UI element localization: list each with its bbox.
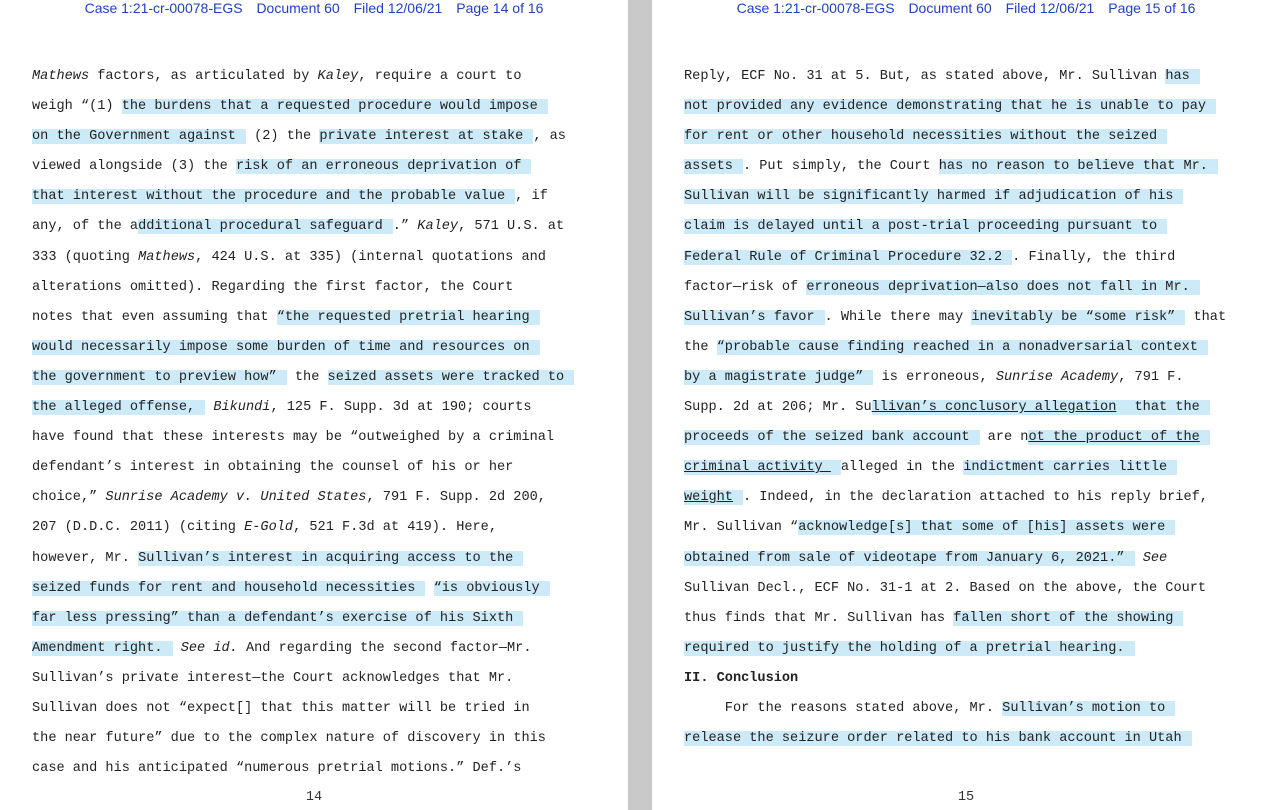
document-number: Document 60 — [256, 0, 340, 16]
section-heading: II. Conclusion — [684, 670, 799, 686]
highlighted-text: dditional procedural safeguard — [138, 219, 393, 234]
text-line — [684, 664, 1274, 694]
text-line — [684, 152, 1274, 182]
highlighted-text: Sullivan’s interest in acquiring access to the — [138, 551, 523, 566]
text-segment: For the reasons stated above, Mr. — [684, 700, 1003, 716]
text-segment: have found that these interests may be “outweighed by a criminal — [32, 430, 555, 446]
highlighted-text: that the — [1126, 400, 1209, 415]
text-line — [32, 152, 622, 182]
text-line — [684, 393, 1274, 423]
text-segment: See — [1142, 550, 1168, 566]
text-line — [32, 724, 622, 754]
text-segment: Mathews — [32, 69, 90, 84]
text-segment: See id. — [180, 640, 238, 656]
text-line — [32, 273, 622, 303]
text-segment: notes that even assuming that — [32, 309, 277, 325]
text-line — [684, 423, 1274, 453]
highlighted-text: ot the product of the — [1028, 430, 1209, 445]
text-line — [32, 664, 622, 694]
text-line — [32, 182, 622, 212]
text-segment: , 571 U.S. at — [458, 219, 565, 235]
text-segment: alterations omitted). Regarding the first factor, the Court — [32, 279, 514, 295]
text-segment: 333 (quoting — [32, 249, 139, 265]
case-number: Case 1:21-cr-00078-EGS — [736, 0, 895, 16]
text-segment: Kaley — [417, 219, 459, 235]
text-line — [684, 483, 1274, 513]
highlighted-text: Sullivan’s favor — [684, 310, 825, 325]
text-segment: are n — [979, 430, 1029, 446]
text-line — [32, 604, 622, 634]
text-segment: . Finally, the third — [1012, 249, 1176, 265]
text-line — [32, 634, 622, 664]
highlighted-text: that interest without the procedure and the probable value — [32, 189, 515, 204]
text-line — [684, 363, 1274, 393]
highlighted-text: obtained from sale of videotape from January 6, 2021.” — [684, 551, 1135, 566]
highlighted-text: private interest at stake — [319, 129, 533, 144]
text-line — [684, 182, 1274, 212]
page-body-text — [32, 62, 622, 784]
text-segment: choice,” — [32, 490, 106, 506]
text-line — [32, 363, 622, 393]
page-indicator: Page 14 of 16 — [456, 0, 544, 16]
text-segment: , 521 F.3d at 419). Here, — [293, 520, 498, 536]
text-segment: thus finds that Mr. Sullivan has — [684, 610, 954, 626]
highlighted-text: proceeds of the seized bank account — [684, 430, 980, 445]
text-line — [684, 513, 1274, 543]
highlighted-text: by a magistrate judge” — [684, 370, 873, 385]
text-line — [32, 122, 622, 152]
text-line — [32, 453, 622, 483]
text-segment: Reply, ECF No. 31 at 5. But, as stated above, Mr. Sullivan — [684, 69, 1166, 84]
text-segment: Sunrise Academy — [995, 369, 1119, 385]
text-line — [684, 273, 1274, 303]
page-number: 14 — [305, 790, 323, 805]
text-segment: , 424 U.S. at 335) (internal quotations and — [195, 249, 546, 265]
text-line — [32, 574, 622, 604]
text-segment: the — [684, 339, 717, 355]
highlighted-text: acknowledge[s] that some of [his] assets were — [798, 520, 1175, 535]
text-segment: viewed alongside (3) the — [32, 159, 236, 175]
text-line — [684, 243, 1274, 273]
text-line — [32, 333, 622, 363]
highlighted-text: criminal activity — [684, 460, 841, 475]
text-line — [32, 92, 622, 122]
highlighted-text: seized assets were tracked to — [328, 370, 575, 385]
text-line — [684, 62, 1274, 92]
text-line — [32, 243, 622, 273]
text-segment: , as — [533, 129, 566, 145]
document-number: Document 60 — [908, 0, 992, 16]
text-segment: , 791 F. Supp. 2d 200, — [366, 490, 546, 506]
highlighted-text: indictment carries little — [963, 460, 1177, 475]
highlighted-text: far less pressing” than a defendant’s exercise of his Sixth — [32, 611, 523, 626]
highlighted-text: has — [1165, 69, 1199, 84]
text-line — [684, 574, 1274, 604]
page-header — [652, 0, 1280, 18]
text-line — [32, 513, 622, 543]
text-segment: , 791 F. — [1118, 369, 1184, 385]
text-line — [32, 303, 622, 333]
text-line — [684, 122, 1274, 152]
text-segment: (2) the — [245, 129, 320, 145]
text-segment: Kaley — [317, 69, 359, 84]
text-segment: weigh “(1) — [32, 99, 122, 115]
text-segment: E-Gold — [244, 520, 294, 536]
highlighted-text: “probable cause finding reached in a nonadversarial context — [717, 340, 1208, 355]
highlighted-text: Sullivan’s motion to — [1002, 701, 1175, 716]
highlighted-text: release the seizure order related to his bank account in Utah — [684, 731, 1192, 746]
filed-date: Filed 12/06/21 — [1005, 0, 1095, 16]
text-line — [32, 393, 622, 423]
case-number: Case 1:21-cr-00078-EGS — [84, 0, 243, 16]
highlighted-text: required to justify the holding of a pretrial hearing. — [684, 641, 1135, 656]
text-segment — [1135, 551, 1143, 566]
text-segment: that — [1185, 309, 1227, 325]
highlighted-text: not provided any evidence demonstrating that he is unable to pay — [684, 99, 1216, 114]
text-segment: is erroneous, — [873, 369, 996, 385]
text-line — [32, 212, 622, 242]
text-line — [684, 303, 1274, 333]
highlighted-text: Sullivan will be significantly harmed if adjudication of his — [684, 189, 1183, 204]
text-segment: defendant’s interest in obtaining the counsel of his or her — [32, 460, 514, 476]
text-segment: . While there may — [824, 309, 972, 325]
text-segment: , if — [515, 189, 548, 205]
text-segment — [425, 581, 433, 596]
text-segment: Sunrise Academy v. United States — [105, 490, 367, 506]
text-line — [32, 483, 622, 513]
highlighted-text: would necessarily impose some burden of time and resources on — [32, 340, 540, 355]
text-line — [32, 62, 622, 92]
text-segment: alleged in the — [840, 460, 964, 476]
page-body-text — [684, 62, 1274, 754]
highlighted-text: for rent or other household necessities without the seized — [684, 129, 1167, 144]
document-page-14 — [0, 0, 628, 810]
text-segment: , require a court to — [358, 69, 522, 84]
text-segment: , 125 F. Supp. 3d at 190; courts — [270, 400, 532, 416]
highlighted-text: the government to preview how” — [32, 370, 287, 385]
text-line — [684, 604, 1274, 634]
highlighted-text: weight — [684, 490, 743, 505]
text-line — [684, 453, 1274, 483]
document-page-15 — [652, 0, 1280, 810]
page-header — [0, 0, 628, 18]
text-segment: Sullivan Decl., ECF No. 31-1 at 2. Based on the above, the Court — [684, 580, 1207, 596]
text-line — [684, 694, 1274, 724]
text-line — [32, 423, 622, 453]
highlighted-text: inevitably be “some risk” — [971, 310, 1185, 325]
text-segment: factor—risk of — [684, 279, 807, 295]
highlighted-text: “is obviously — [434, 581, 550, 596]
text-segment: Sullivan’s private interest—the Court acknowledges that Mr. — [32, 670, 514, 686]
text-line — [32, 694, 622, 724]
text-line — [684, 92, 1274, 122]
text-segment: the — [286, 369, 328, 385]
highlighted-text: the alleged offense, — [32, 400, 205, 415]
text-line — [684, 212, 1274, 242]
text-segment — [173, 641, 181, 656]
highlighted-text: erroneous deprivation—also does not fall in Mr. — [806, 280, 1199, 295]
highlighted-text: risk of an erroneous deprivation of — [236, 159, 532, 174]
text-line — [684, 724, 1274, 754]
highlighted-text: claim is delayed until a post-trial proceeding pursuant to — [684, 219, 1167, 234]
highlighted-text: on the Government against — [32, 129, 246, 144]
text-segment: Mr. Sullivan “ — [684, 520, 799, 536]
text-line — [32, 544, 622, 574]
page-indicator: Page 15 of 16 — [1108, 0, 1196, 16]
highlighted-text: llivan’s conclusory allegation — [872, 400, 1127, 415]
text-segment: Sullivan does not “expect[] that this matter will be tried in — [32, 700, 530, 716]
text-line — [684, 333, 1274, 363]
text-segment: . Indeed, in the declaration attached to his reply brief, — [742, 490, 1208, 506]
text-segment: Mathews — [138, 249, 196, 265]
text-segment: however, Mr. — [32, 550, 139, 566]
text-segment: 207 (D.D.C. 2011) (citing — [32, 520, 245, 536]
filed-date: Filed 12/06/21 — [353, 0, 443, 16]
text-line — [684, 544, 1274, 574]
text-segment: Supp. 2d at 206; Mr. Su — [684, 400, 872, 416]
highlighted-text: fallen short of the showing — [953, 611, 1183, 626]
text-segment: case and his anticipated “numerous pretrial motions.” Def.’s — [32, 761, 522, 777]
text-segment: .” — [392, 219, 418, 235]
highlighted-text: the burdens that a requested procedure would impose — [122, 99, 548, 114]
highlighted-text: has no reason to believe that Mr. — [939, 159, 1218, 174]
text-segment: factors, as articulated by — [89, 69, 318, 84]
text-segment: . Put simply, the Court — [742, 159, 939, 175]
text-segment: any, of the a — [32, 219, 139, 235]
highlighted-text: Federal Rule of Criminal Procedure 32.2 — [684, 250, 1012, 265]
highlighted-text: seized funds for rent and household necessities — [32, 581, 425, 596]
highlighted-text: “the requested pretrial hearing — [277, 310, 540, 325]
page-number: 15 — [957, 790, 975, 805]
highlighted-text: Amendment right. — [32, 641, 173, 656]
highlighted-text: assets — [684, 159, 743, 174]
text-segment: Bikundi — [213, 400, 271, 416]
text-segment: the near future” due to the complex nature of discovery in this — [32, 731, 546, 747]
text-line — [684, 634, 1274, 664]
text-segment: And regarding the second factor—Mr. — [237, 640, 532, 656]
text-line — [32, 754, 622, 784]
